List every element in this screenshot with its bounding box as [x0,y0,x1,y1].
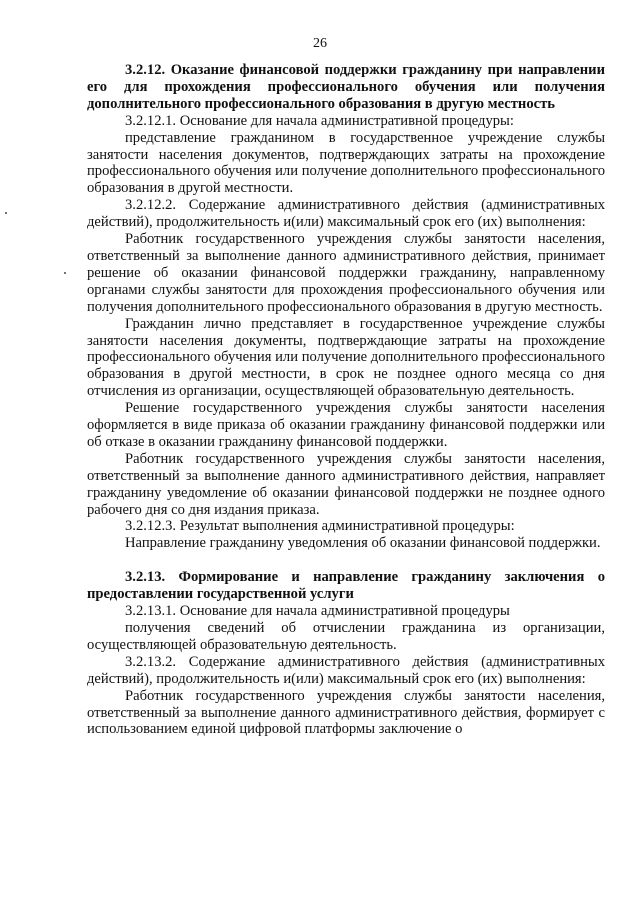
paragraph: Решение государственного учреждения службы занятости населения оформляется в виде приказа об оказании гражданину финансовой поддержки или об отказе в оказании гражданину финансовой поддержки. [87,400,605,450]
paragraph: представление гражданином в государственное учреждение службы занятости населения документов, подтверждающих затраты на прохождение профессионального обучения или получение дополнительного профессионального образования в другой местности. [87,129,605,197]
paragraph: 3.2.12.2. Содержание административного действия (административных действий), продолжительность и(или) максимальный срок его (их) выполнения: [87,197,605,231]
section-heading-3-2-13: 3.2.13. Формирование и направление гражданину заключения о предоставлении государственной услуги [87,569,605,603]
paragraph: получения сведений об отчислении гражданина из организации, осуществляющей образовательную деятельность. [87,620,605,653]
paragraph: Работник государственного учреждения службы занятости населения, ответственный за выполнение данного административного действия, принимает решение об оказании финансовой поддержки гражданину, направленному органами службы занятости для прохождения профессионального обучения или получения дополнительного профессионального образования в другую местность. [87,231,605,315]
section-heading-3-2-12: 3.2.12. Оказание финансовой поддержки гражданину при направлении его для прохождения профессионального обучения или получения дополнительного профессионального образования в другую местность [87,62,605,112]
paragraph: Гражданин лично представляет в государственное учреждение службы занятости населения документы, подтверждающие затраты на прохождение профессионального обучения или получение дополнительного профессионального образования в другой местности, в срок не позднее одного месяца со дня отчисления из организации, осуществляющей образовательную деятельность. [87,315,605,400]
paragraph: 3.2.13.2. Содержание административного действия (административных действий), продолжительность и(или) максимальный срок его (их) выполнения: [87,653,605,687]
paragraph: Работник государственного учреждения службы занятости населения, ответственный за выполнение данного административного действия, формирует с использованием единой цифровой платформы заключение о [87,687,605,738]
page-number: 26 [313,36,327,51]
paragraph: Направление гражданину уведомления об оказании финансовой поддержки. [125,535,601,552]
paragraph: Работник государственного учреждения службы занятости населения, ответственный за выполнение данного административного действия, направляет гражданину уведомление об оказании финансовой поддержки не позднее одного рабочего дня со дня издания приказа. [87,450,605,518]
document-body [87,62,605,738]
paragraph: 3.2.13.1. Основание для начала административной процедуры [125,603,510,620]
paragraph: 3.2.12.1. Основание для начала административной процедуры: [125,112,514,129]
scan-speck [5,212,7,214]
scan-speck [64,272,66,274]
paragraph: 3.2.12.3. Результат выполнения административной процедуры: [125,518,515,535]
